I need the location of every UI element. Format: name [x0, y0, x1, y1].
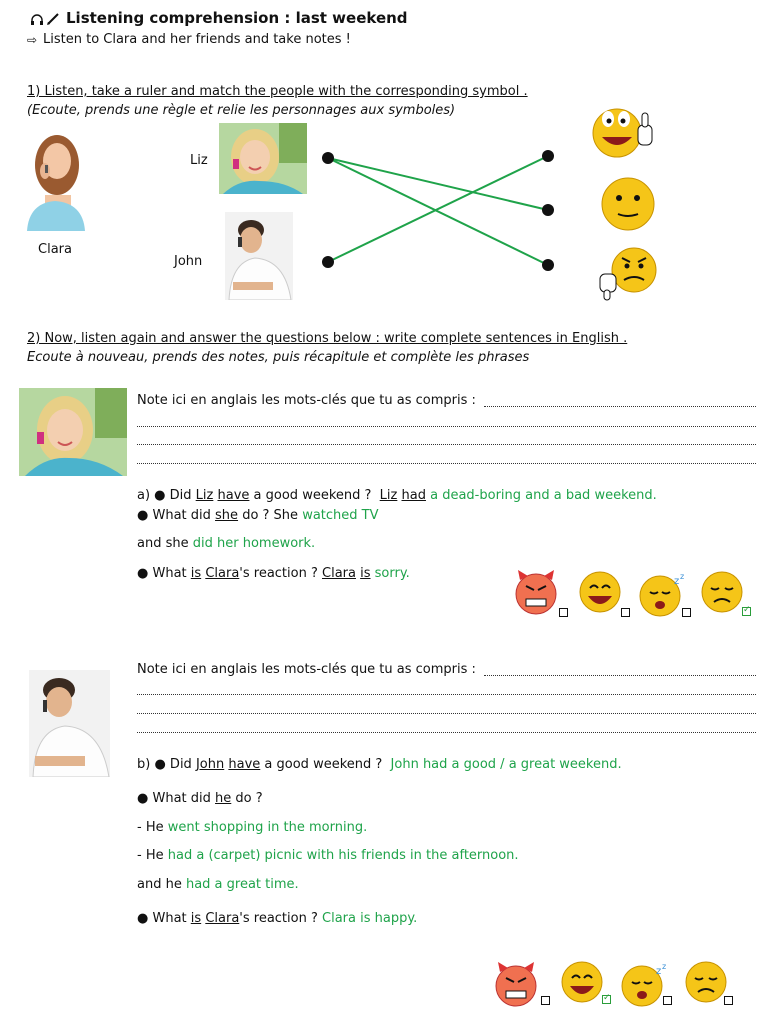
dot-neutral: [542, 204, 554, 216]
section2-heading-fr: Ecoute à nouveau, prends des notes, puis récapitule et complète les phrases: [27, 350, 530, 365]
thumbs-up-smiley-icon: [590, 103, 658, 165]
question-b-reaction: ● What is Clara's reaction ? Clara is happy.: [137, 911, 418, 926]
svg-text:z: z: [656, 966, 662, 977]
checkbox-a-sad[interactable]: [742, 607, 751, 616]
notes-line-b4[interactable]: [137, 732, 756, 733]
notes-label-a: Note ici en anglais les mots-clés que tu as compris :: [137, 393, 476, 408]
notes-label-b: Note ici en anglais les mots-clés que tu as compris :: [137, 662, 476, 677]
instruction: Listen to Clara and her friends and take notes !: [43, 32, 351, 47]
clara-label: Clara: [38, 242, 72, 257]
question-a-what: ● What did she do ? She watched TV: [137, 508, 379, 523]
answer-b-line2: - He had a (carpet) picnic with his friends in the afternoon.: [137, 848, 519, 863]
notes-line-a3[interactable]: [137, 444, 756, 445]
checkbox-b-sad[interactable]: [724, 996, 733, 1005]
liz-label: Liz: [190, 153, 208, 168]
dot-liz: [322, 152, 334, 164]
dot-sad: [542, 259, 554, 271]
notes-line-a4[interactable]: [137, 463, 756, 464]
dot-john: [322, 256, 334, 268]
answer-b: John had a good / a great weekend.: [390, 757, 622, 772]
answer-b-and: and he had a great time.: [137, 877, 299, 892]
notes-line-a2[interactable]: [137, 426, 756, 427]
page-title: Listening comprehension : last weekend: [66, 9, 408, 27]
svg-text:z: z: [662, 962, 667, 971]
notes-line-b3[interactable]: [137, 713, 756, 714]
question-b: b) ● Did John have a good weekend ? John had a good / a great weekend.: [137, 757, 622, 772]
thumbs-down-smiley-icon: [598, 246, 662, 306]
dot-happy: [542, 150, 554, 162]
checkbox-b-happy[interactable]: [602, 995, 611, 1004]
angry-devil-icon: [494, 962, 542, 1012]
angry-devil-icon: [514, 570, 562, 620]
laughing-icon: [578, 570, 624, 620]
svg-text:z: z: [680, 572, 685, 581]
checkbox-a-happy[interactable]: [621, 608, 630, 617]
laughing-icon: [560, 960, 606, 1010]
liz-notes-photo: [19, 388, 127, 476]
checkbox-b-bored[interactable]: [663, 996, 672, 1005]
notes-line-b2[interactable]: [137, 694, 756, 695]
notes-line-b1[interactable]: [484, 675, 756, 676]
answer-b-line1: - He went shopping in the morning.: [137, 820, 368, 835]
match-line-liz: [328, 158, 548, 210]
match-line-john: [328, 156, 548, 262]
john-notes-photo: [29, 670, 110, 777]
notes-line-a1[interactable]: [484, 406, 756, 407]
section2-heading: 2) Now, listen again and answer the questions below : write complete sentences in English .: [27, 331, 628, 346]
match-line-liz-sad: [328, 158, 548, 265]
arrow-icon: ⇨: [27, 33, 38, 47]
checkbox-a-angry[interactable]: [559, 608, 568, 617]
answer-a: a dead-boring and a bad weekend.: [430, 488, 657, 503]
question-b-what: ● What did he do ?: [137, 791, 263, 806]
john-label: John: [174, 254, 203, 269]
question-a-reaction: ● What is Clara's reaction ? Clara is sorry.: [137, 566, 410, 581]
question-a: a) ● Did Liz have a good weekend ? Liz had a dead-boring and a bad weekend.: [137, 488, 657, 503]
sad-icon: [700, 570, 746, 620]
svg-text:z: z: [674, 576, 680, 587]
answer-a-and: and she did her homework.: [137, 536, 316, 551]
section1-heading: 1) Listen, take a ruler and match the people with the corresponding symbol .: [27, 84, 528, 99]
checkbox-a-bored[interactable]: [682, 608, 691, 617]
checkbox-b-angry[interactable]: [541, 996, 550, 1005]
section1-heading-fr: (Ecoute, prends une règle et relie les personnages aux symboles): [27, 103, 456, 118]
neutral-smiley-icon: [600, 176, 656, 236]
